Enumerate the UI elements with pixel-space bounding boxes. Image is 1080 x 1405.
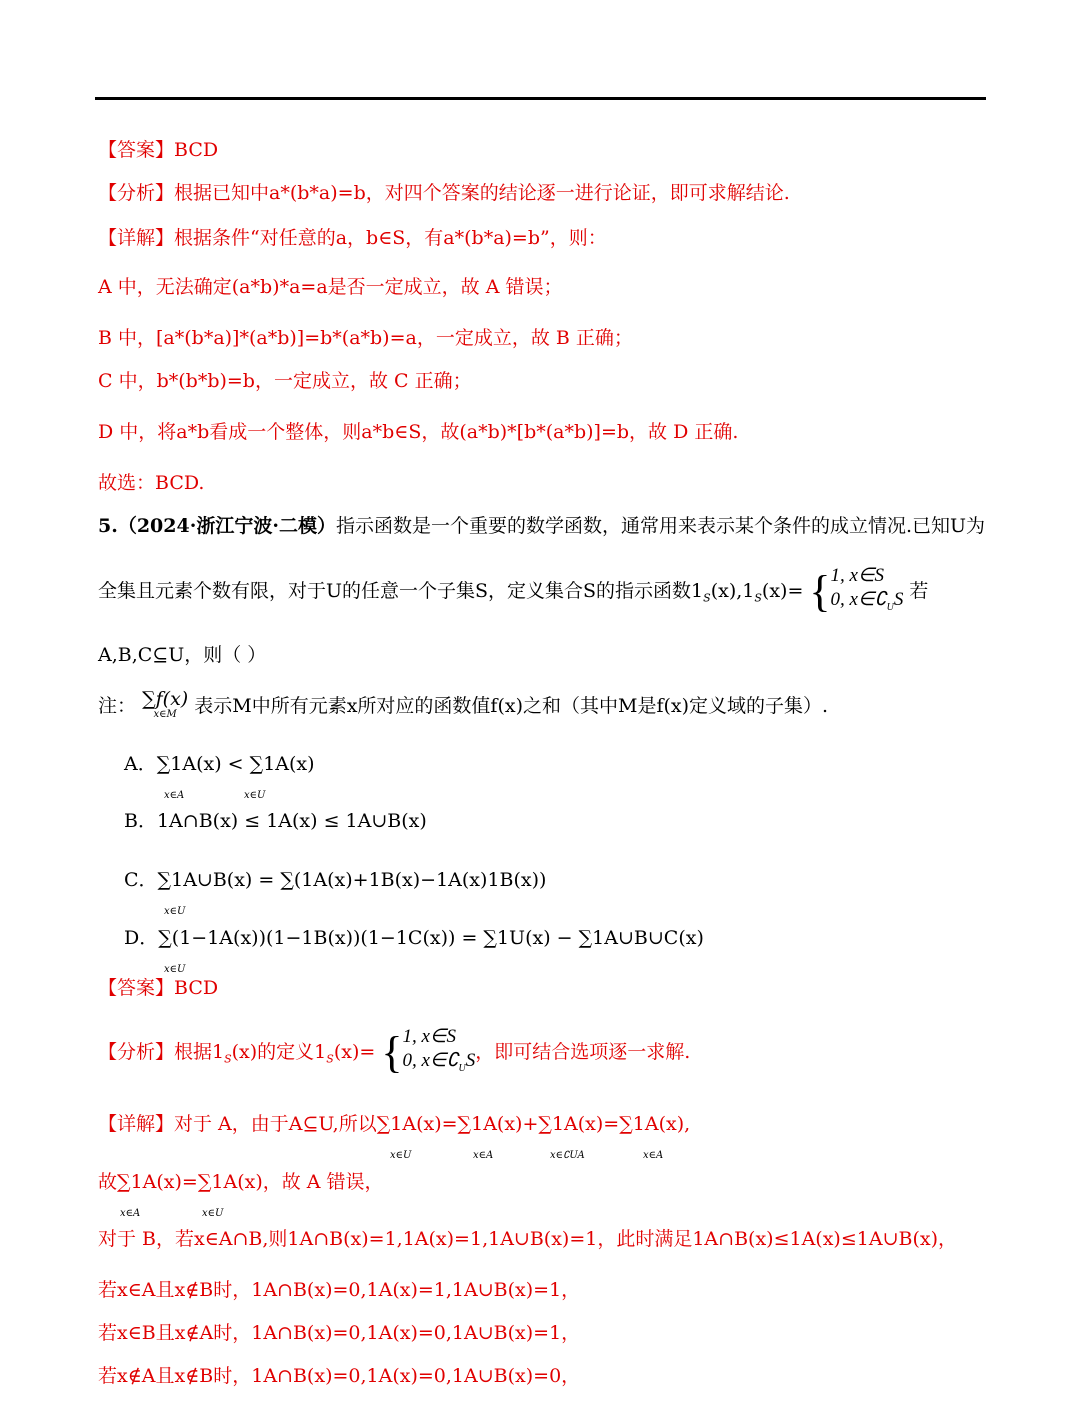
option-c [124, 860, 547, 917]
q5-detail1-text: 【详解】对于 A，由于A⊆U,所以∑1A(x)=∑1A(x)+∑1A(x)=∑1A(x), [98, 1113, 691, 1135]
q5-case2: 0, x∈∁ [830, 589, 887, 610]
q4-line-a: A 中，无法确定(a*b)*a=a是否一定成立，故 A 错误； [98, 276, 563, 298]
q5-analysis-case2: 0, x∈∁ [402, 1050, 459, 1071]
q5-stem-line1 [98, 513, 985, 539]
q5-stem-line2: 全集且元素个数有限，对于U的任意一个子集S，定义集合S的指示函数$1_S(x),1_S(x)= \{1$, x∈S 0, $x\in∁_US$ 若 [98, 564, 928, 624]
q5-detail5: 若x∈B且x∉A时，1A∩B(x)=0,1A(x)=0,1A∪B(x)=1， [98, 1322, 581, 1344]
option-d [124, 918, 704, 975]
q5-stem2c: (x)= [761, 579, 804, 602]
q5-detail2-text: 故∑1A(x)=∑1A(x)，故 A 错误， [98, 1171, 384, 1193]
option-c-text: C．∑1A∪B(x) = ∑(1A(x)+1B(x)−1A(x)1B(x)) [124, 869, 547, 891]
q5-detail4: 若x∈A且x∉B时，1A∩B(x)=0,1A(x)=1,1A∪B(x)=1， [98, 1279, 581, 1301]
q5-detail6: 若x∉A且x∉B时，1A∩B(x)=0,1A(x)=0,1A∪B(x)=0， [98, 1365, 581, 1387]
q5-analysis-cases: {1, x∈S 0, $x\in∁_US$ [381, 1026, 476, 1077]
q5-detail1-sub2: x∈∁UA [550, 1150, 585, 1161]
q5-analysis-case2b: S [465, 1050, 476, 1071]
option-d-text: D．∑(1−1A(x))(1−1B(x))(1−1C(x)) = ∑1U(x) − ∑1A∪B∪C(x) [124, 927, 704, 949]
q4-line-b: B 中，[a*(b*a)]*(a*b)]=b*(a*b)=a，一定成立，故 B 正确； [98, 327, 633, 349]
q5-note [98, 686, 828, 726]
q5-detail1-sub0: x∈U [390, 1150, 412, 1161]
q5-stem3: A,B,C⊆U，则（ ） [98, 644, 267, 666]
q5-number: 5.（2024·浙江宁波·二模） [98, 515, 336, 537]
q5-note-sum: ∑f(x) x∈M [142, 688, 189, 720]
q5-ruo: 若 [909, 579, 929, 602]
q5-analysis-d: ，即可结合选项逐一求解. [475, 1040, 691, 1063]
q5-answer: 【答案】BCD [98, 977, 219, 999]
q5-stem2a: 全集且元素个数有限，对于U的任意一个子集S，定义集合S的指示函数1 [98, 579, 704, 602]
q5-indicator-cases: {1, x∈S 0, $x\in∁_US$ [809, 565, 904, 616]
q5-detail2-sub0: x∈A [120, 1208, 141, 1219]
q5-detail2-sub1: x∈U [202, 1208, 224, 1219]
option-d-sub: x∈U [164, 964, 186, 975]
option-a-sub1: x∈A [164, 790, 185, 801]
q5-note-text: 表示M中所有元素x所对应的函数值f(x)之和（其中M是f(x)定义域的子集）. [194, 695, 829, 717]
q4-line-c: C 中，b*(b*b)=b，一定成立，故 C 正确； [98, 370, 472, 392]
q5-note-prefix: 注： [98, 695, 137, 717]
q4-detail: 【详解】根据条件“对任意的a，b∈S，有a*(b*a)=b”，则： [98, 227, 607, 249]
q5-analysis-a: 【分析】根据1 [98, 1040, 225, 1063]
q5-case2b: S [893, 589, 904, 610]
q5-detail1 [98, 1104, 691, 1161]
q5-detail3: 对于 B，若x∈A∩B,则1A∩B(x)=1,1A(x)=1,1A∪B(x)=1，此时满足1A∩B(x)≤1A(x)≤1A∪B(x)， [98, 1228, 957, 1250]
option-c-sub: x∈U [164, 906, 186, 917]
option-a-sub2: x∈U [244, 790, 266, 801]
q4-line-d: D 中，将a*b看成一个整体，则a*b∈S，故(a*b)*[b*(a*b)]=b，故 D 正确. [98, 421, 739, 443]
q5-analysis-c: (x)= [333, 1040, 376, 1063]
q5-detail2 [98, 1162, 384, 1219]
option-a [124, 744, 315, 801]
q5-stem2b: (x),1 [710, 579, 755, 602]
option-b: B．1A∩B(x) ≤ 1A(x) ≤ 1A∪B(x) [124, 810, 427, 832]
q5-detail1-sub1: x∈A [473, 1150, 494, 1161]
header-rule [95, 97, 986, 100]
q4-answer: 【答案】BCD [98, 139, 219, 161]
q4-choose: 故选：BCD. [98, 472, 205, 494]
q5-analysis: 【分析】根据$1_S(x)$的定义$1_S(x)= \{1$, x∈S 0, $x\in∁_US$，即可结合选项逐一求解. [98, 1025, 690, 1085]
option-a-text: A．∑1A(x) < ∑1A(x) [124, 753, 315, 775]
q5-stem1: 指示函数是一个重要的数学函数，通常用来表示某个条件的成立情况.已知U为 [335, 515, 986, 537]
q5-detail1-sub3: x∈A [643, 1150, 664, 1161]
q5-case1: 1, x∈S [830, 565, 885, 586]
q5-analysis-b: (x)的定义1 [231, 1040, 327, 1063]
q4-analysis: 【分析】根据已知中a*(b*a)=b，对四个答案的结论逐一进行论证，即可求解结论. [98, 182, 790, 204]
q5-analysis-case1: 1, x∈S [402, 1026, 456, 1047]
